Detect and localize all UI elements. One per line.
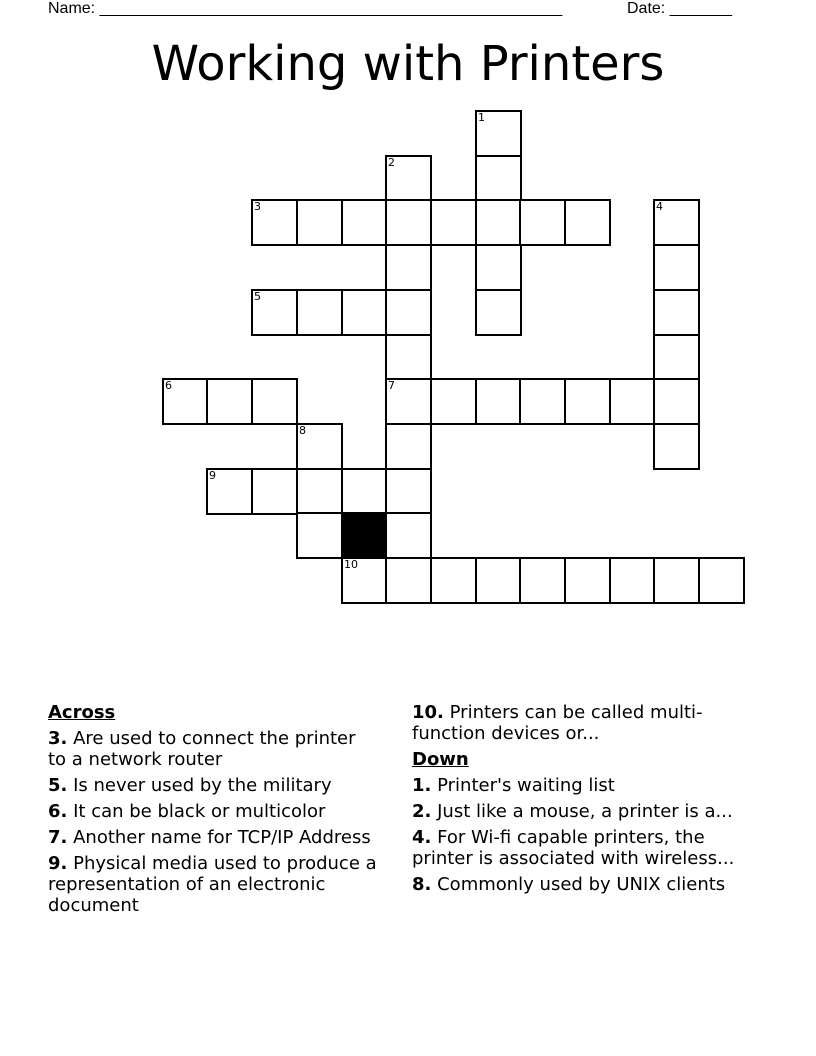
clue-number: 9. [48,853,68,874]
grid-cell[interactable] [385,199,432,246]
grid-cell[interactable] [609,557,656,604]
across-clue [48,827,378,848]
clue-number: 2. [412,801,432,822]
clue-text: For Wi-fi capable printers, the printer is associated with wireless... [412,827,735,869]
clue-text: Commonly used by UNIX clients [437,874,726,895]
grid-cell[interactable] [296,512,343,559]
grid-cell[interactable] [296,468,343,515]
clue-text: Physical media used to produce a representation of an electronic document [48,853,377,916]
across-heading: Across [48,702,116,723]
grid-cell[interactable] [430,199,477,246]
grid-cell[interactable] [385,289,432,336]
grid-cell[interactable] [251,378,298,425]
grid-cell[interactable] [519,557,566,604]
down-clue [412,874,757,895]
clue-number: 5. [48,775,68,796]
grid-cell[interactable] [206,378,253,425]
cell-number: 4 [656,200,663,213]
grid-cell[interactable] [698,557,745,604]
grid-cell[interactable] [475,289,522,336]
clue-number: 3. [48,728,68,749]
down-clue [412,801,757,822]
grid-cell[interactable] [475,155,522,202]
across-clue [48,853,378,916]
grid-cell[interactable] [475,244,522,291]
clue-number: 6. [48,801,68,822]
date-field-label: Date: _______ [627,0,732,17]
clue-number: 10. [412,702,444,723]
grid-cell[interactable] [385,378,432,425]
grid-cell[interactable] [385,468,432,515]
cell-number: 9 [209,469,216,482]
cell-number: 2 [388,156,395,169]
grid-cell[interactable] [475,110,522,157]
down-heading: Down [412,749,469,770]
clue-text: Is never used by the military [73,775,332,796]
name-field-label: Name: ____________________________________________________ [48,0,563,17]
clue-number: 7. [48,827,68,848]
black-cell [341,512,388,559]
grid-cell[interactable] [653,423,700,470]
across-clue [48,801,378,822]
grid-cell[interactable] [653,334,700,381]
cell-number: 7 [388,379,395,392]
grid-cell[interactable] [341,557,388,604]
grid-cell[interactable] [296,199,343,246]
cell-number: 6 [165,379,172,392]
grid-cell[interactable] [519,378,566,425]
grid-cell[interactable] [296,423,343,470]
grid-cell[interactable] [251,289,298,336]
cell-number: 1 [478,111,485,124]
grid-cell[interactable] [564,199,611,246]
grid-cell[interactable] [162,378,209,425]
grid-cell[interactable] [475,199,522,246]
clue-text: Printer's waiting list [437,775,615,796]
grid-cell[interactable] [653,244,700,291]
grid-cell[interactable] [609,378,656,425]
grid-cell[interactable] [430,557,477,604]
grid-cell[interactable] [653,378,700,425]
cell-number: 3 [254,200,261,213]
clue-text: Are used to connect the printer to a network router [48,728,356,770]
clues-column-right [412,702,757,900]
grid-cell[interactable] [385,423,432,470]
grid-cell[interactable] [296,289,343,336]
grid-cell[interactable] [341,468,388,515]
across-clue [412,702,757,744]
grid-cell[interactable] [653,199,700,246]
grid-cell[interactable] [251,199,298,246]
clue-number: 8. [412,874,432,895]
across-clue [48,728,378,770]
grid-cell[interactable] [251,468,298,515]
grid-cell[interactable] [385,244,432,291]
grid-cell[interactable] [341,289,388,336]
cell-number: 10 [344,558,358,571]
page-title: Working with Printers [151,36,665,92]
grid-cell[interactable] [519,199,566,246]
grid-cell[interactable] [385,155,432,202]
grid-cell[interactable] [564,557,611,604]
grid-cell[interactable] [653,289,700,336]
grid-cell[interactable] [564,378,611,425]
down-clue [412,827,757,869]
down-clue [412,775,757,796]
grid-cell[interactable] [385,512,432,559]
grid-cell[interactable] [206,468,253,515]
clue-text: Printers can be called multi-function devices or... [412,702,703,744]
grid-cell[interactable] [385,557,432,604]
grid-cell[interactable] [475,557,522,604]
clue-number: 4. [412,827,432,848]
grid-cell[interactable] [653,557,700,604]
grid-cell[interactable] [430,378,477,425]
clue-text: It can be black or multicolor [73,801,326,822]
clue-number: 1. [412,775,432,796]
clue-text: Another name for TCP/IP Address [73,827,371,848]
grid-cell[interactable] [385,334,432,381]
clue-text: Just like a mouse, a printer is a... [437,801,733,822]
across-clue [48,775,378,796]
cell-number: 5 [254,290,261,303]
cell-number: 8 [299,424,306,437]
grid-cell[interactable] [475,378,522,425]
grid-cell[interactable] [341,199,388,246]
clues-column-left [48,702,378,921]
